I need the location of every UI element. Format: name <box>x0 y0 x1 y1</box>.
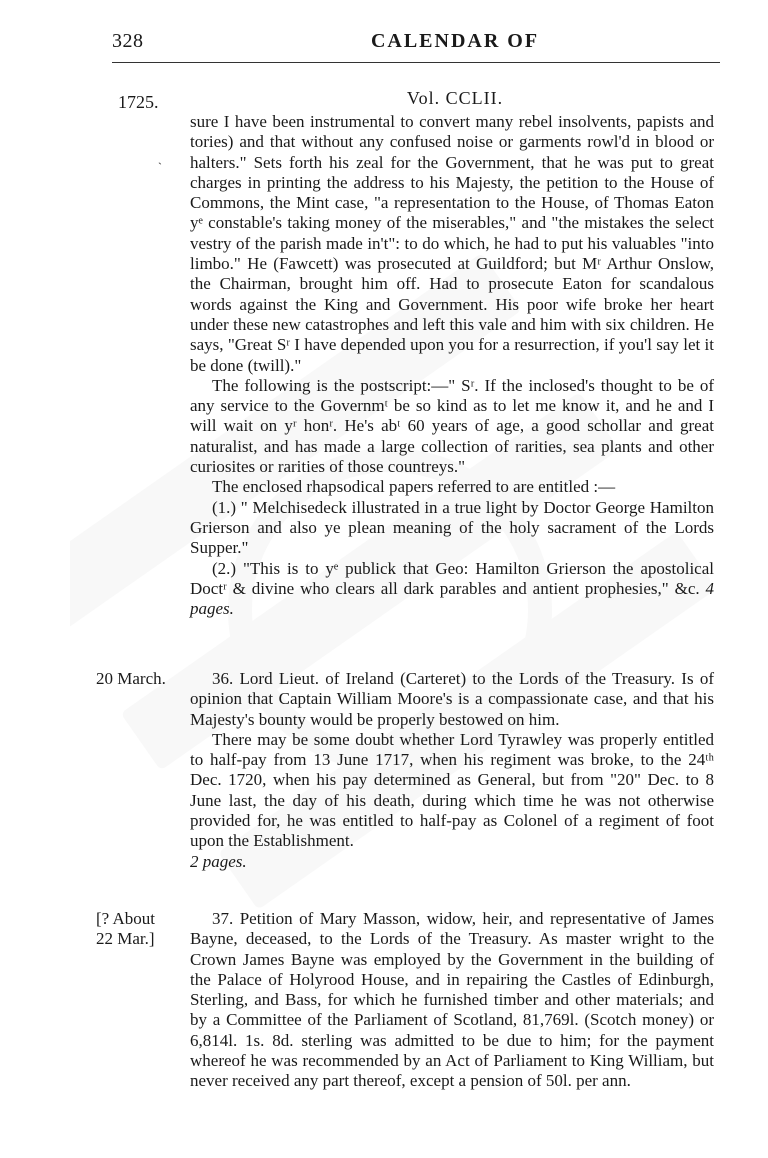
entry-37 <box>190 909 714 1092</box>
enclosed-papers-intro: The enclosed rhapsodical papers referred to are entitled :— <box>212 477 616 497</box>
postscript-paragraph: The following is the postscript:—" Sʳ. If the inclosed's thought to be of any service to the Governmᵗ be so kind as to let me know it, and he and I will wait on yʳ honʳ. He's abᵗ 60 years of age, a good schollar and great naturalist, and has made a large collection of rarities, sea plants and other curiosites or rarities of those countreys." <box>190 375 714 477</box>
page-count-4: 4 pages. <box>190 578 714 619</box>
page-count-2: 2 pages. <box>190 851 247 871</box>
continuation-block <box>190 112 714 619</box>
enclosed-paper-2 <box>190 559 714 620</box>
entry-37-date-line-2: 22 Mar.] <box>96 929 155 949</box>
entry-36-summary: 36. Lord Lieut. of Ireland (Carteret) to the Lords of the Treasury. Is of opinion that Captain William Moore's is a compassionate case, and that his Majesty's bounty would be properly bestowed on him. <box>190 669 714 729</box>
entry-36-pages <box>190 852 714 872</box>
header-rule <box>112 62 720 63</box>
entry-36 <box>190 669 714 872</box>
entry-37-date-line-1: [? About <box>96 909 156 928</box>
running-head: CALENDAR OF <box>370 30 540 52</box>
entry-37-petition: 37. Petition of Mary Masson, widow, heir, and representative of James Bayne, deceased, to the Lords of the Treasury. As master wright to the Crown James Bayne was employed by the Government in the building of the Palace of Holyrood House, and in repairing the Castles of Edinburgh, Sterling, and Bass, for which he furnished timber and other materials; and by a Committee of the Parliament of Scotland, 81,769l. (Scotch money) or 6,814l. 1s. 8d. sterling was admitted to be due to him; for the payment whereof he was recommended by an Act of Parliament to King William, but never received any part thereof, except a pension of 50l. per ann. <box>190 909 714 1091</box>
fawcett-letter-paragraph: sure I have been instrumental to convert many rebel insolvents, papists and tories) and that without any confused noise or garments rowl'd in blood or halters." Sets forth his zeal for the Government, that he was put to great charges in printing the address to his Majesty, the petition to the House of Commons, the Mint case, "a representation to the House, of Thomas Eaton yᵉ constable's taking money of the miserables," and "the mistakes the select vestry of the parish made in't": to do which, he had to put his valuables "into limbo." He (Fawcett) was prosecuted at Guildford; but Mʳ Arthur Onslow, the Chairman, brought him off. Had to prosecute Eaton for scandalous words against the King and Government. His poor wife broke her heart under these new catastrophes and left this vale and him with six children. He says, "Great Sʳ I have depended upon you for a resurrection, if you'l say let it be done (twill)." <box>190 112 714 375</box>
entry-37-date <box>96 909 186 950</box>
volume-heading: Vol. CCLII. <box>406 88 504 108</box>
enclosed-paper-1: (1.) " Melchisedeck illustrated in a true light by Doctor George Hamilton Grierson and also ye plean meaning of the holy sacrament of the Lords Supper." <box>190 497 714 558</box>
year-margin: 1725. <box>118 92 159 112</box>
stray-mark: ` <box>158 160 162 174</box>
page-number: 328 <box>112 30 144 52</box>
entry-36-tyrawley-paragraph: There may be some doubt whether Lord Tyrawley was properly entitled to half-pay from 13 June 1717, when his regiment was broke, to the 24ᵗʰ Dec. 1720, when his pay determined as General, but from "20" Dec. to 8 June last, the day of his death, during which time he was not otherwise provided for, he was entitled to half-pay as Colonel of a regiment of foot upon the Establishment. <box>190 729 714 851</box>
entry-36-date: 20 March. <box>96 669 166 688</box>
enclosed-paper-2-text: (2.) "This is to yᵉ publick that Geo: Hamilton Grierson the apostolical Doctʳ & divine who clears all dark parables and antient prophesies," &c. <box>190 558 714 598</box>
